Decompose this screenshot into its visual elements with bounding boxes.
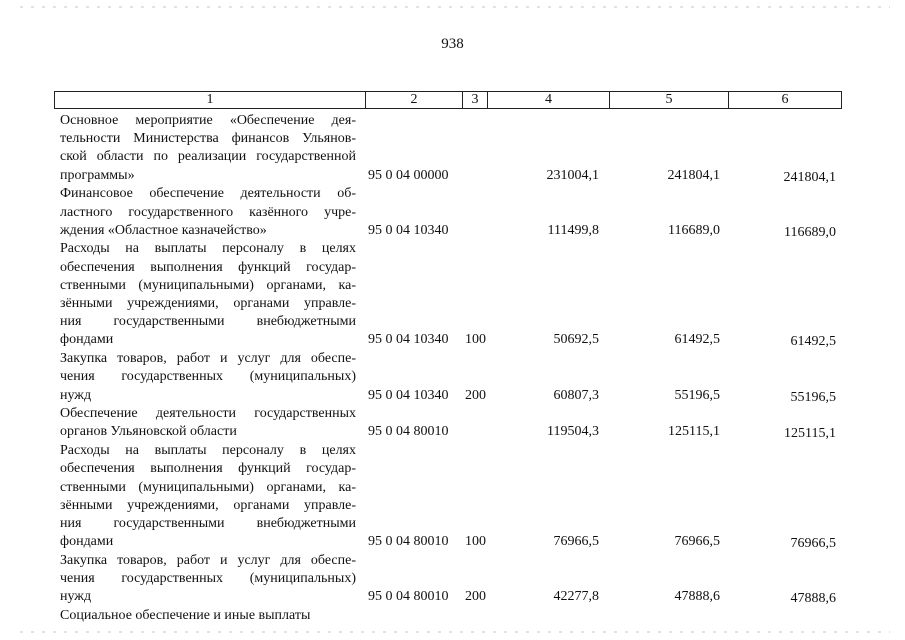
description-line: Основное мероприятие «Обеспечение дея- [60, 113, 356, 128]
row-value-col5: 125115,1 [668, 424, 720, 440]
description-line: ской области по реализации государственной [60, 149, 356, 165]
row-expense-type: 200 [465, 589, 486, 605]
header-col-2: 2 [365, 92, 462, 108]
row-code: 95 0 04 00000 [368, 167, 449, 183]
row-value-col5: 55196,5 [674, 387, 720, 403]
row-value-col5: 241804,1 [667, 167, 720, 183]
description-line: ждения «Областное казначейство» [60, 222, 267, 238]
row-code: 95 0 04 10340 [368, 332, 449, 348]
row-code: 95 0 04 80010 [368, 424, 449, 440]
header-col-3: 3 [462, 92, 487, 108]
description-line: ственными (муниципальными) органами, ка- [60, 277, 356, 293]
row-value-col4: 50692,5 [553, 332, 599, 348]
row-value-col5: 61492,5 [674, 332, 720, 348]
row-value-col4: 76966,5 [553, 534, 599, 550]
row-description [60, 442, 356, 551]
header-col-4: 4 [487, 92, 609, 108]
header-col-5: 5 [609, 92, 728, 108]
description-line: Закупка товаров, работ и услуг для обеспе- [60, 351, 356, 367]
row-expense-type: 100 [465, 332, 486, 348]
row-description [60, 185, 356, 240]
row-description [60, 607, 356, 625]
row-value-col5: 76966,5 [674, 534, 720, 550]
row-value-col6: 241804,1 [783, 169, 836, 185]
description-line: нужд [60, 589, 92, 605]
description-line: зёнными учреждениями, органами управле- [60, 296, 356, 311]
scan-artifact-bottom [20, 631, 890, 633]
row-value-col6: 125115,1 [784, 426, 836, 442]
row-value-col6: 116689,0 [784, 224, 836, 240]
row-value-col6: 61492,5 [790, 334, 836, 350]
scan-artifact-top [20, 6, 890, 8]
description-line: тельности Министерства финансов Ульянов- [60, 131, 356, 147]
description-line: ластного государственного казённого учре- [60, 204, 356, 220]
description-line: нужд [60, 387, 92, 403]
description-line: ния государственными внебюджетными [60, 515, 356, 531]
row-value-col5: 116689,0 [668, 222, 720, 238]
row-code: 95 0 04 80010 [368, 534, 449, 550]
description-line: Расходы на выплаты персоналу в целях [60, 443, 356, 459]
row-value-col4: 231004,1 [546, 167, 599, 183]
description-line: обеспечения выполнения функций государ- [60, 461, 356, 477]
description-line: Обеспечение деятельности государственных [60, 406, 356, 422]
row-value-col6: 55196,5 [790, 389, 836, 405]
row-expense-type: 100 [465, 534, 486, 550]
row-code: 95 0 04 10340 [368, 387, 449, 403]
description-line: ственными (муниципальными) органами, ка- [60, 479, 356, 495]
header-col-6: 6 [728, 92, 841, 108]
row-description [60, 405, 356, 441]
description-line: фондами [60, 534, 114, 550]
row-description [60, 240, 356, 349]
description-line: органов Ульяновской области [60, 424, 237, 440]
row-value-col4: 42277,8 [553, 589, 599, 605]
row-value-col6: 76966,5 [790, 536, 836, 552]
description-line: Расходы на выплаты персоналу в целях [60, 241, 356, 257]
page-number: 938 [441, 36, 464, 52]
header-col-1: 1 [206, 92, 214, 107]
row-code: 95 0 04 80010 [368, 589, 449, 605]
row-value-col4: 111499,8 [547, 222, 599, 238]
row-value-col4: 60807,3 [553, 387, 599, 403]
description-line: Закупка товаров, работ и услуг для обеспе- [60, 552, 356, 568]
description-line: чения государственных (муниципальных) [60, 571, 356, 586]
description-line: фондами [60, 332, 114, 348]
row-description [60, 350, 356, 405]
row-value-col4: 119504,3 [547, 424, 599, 440]
description-line: ния государственными внебюджетными [60, 314, 356, 330]
row-value-col6: 47888,6 [790, 591, 836, 607]
description-line: Финансовое обеспечение деятельности об- [60, 186, 356, 202]
description-line: зёнными учреждениями, органами управле- [60, 497, 356, 513]
row-description [60, 552, 356, 607]
row-description [60, 112, 356, 185]
description-line: чения государственных (муниципальных) [60, 369, 356, 385]
table-header [54, 91, 842, 109]
row-value-col5: 47888,6 [674, 589, 720, 605]
row-code: 95 0 04 10340 [368, 222, 449, 238]
description-line: программы» [60, 167, 135, 183]
row-expense-type: 200 [465, 387, 486, 403]
description-line: обеспечения выполнения функций государ- [60, 259, 356, 275]
description-line: Социальное обеспечение и иные выплаты [60, 607, 311, 623]
